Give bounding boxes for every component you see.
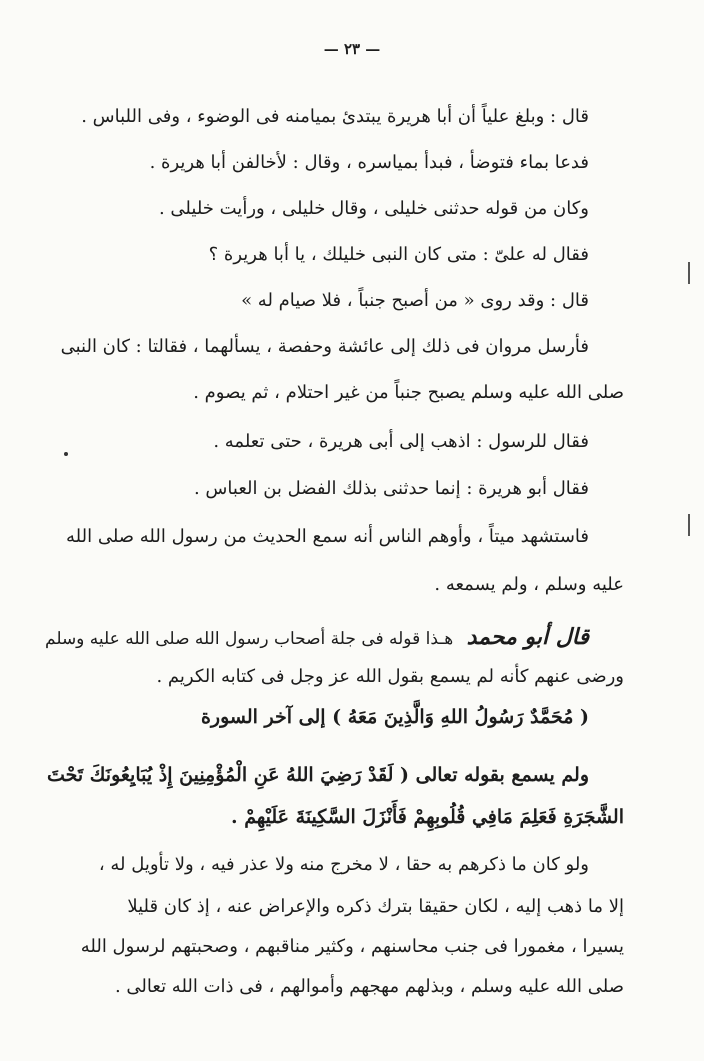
- margin-mark: [688, 514, 690, 536]
- heading-text: هـذا قوله فى جلة أصحاب رسول الله صلى الله عليه وسلم: [45, 629, 454, 649]
- heading-lead: قال أبو محمد: [466, 624, 589, 650]
- text-line: يسيرا ، مغمورا فى جنب محاسنهم ، وكثير مناقبهم ، وصحبتهم لرسول الله: [80, 936, 624, 957]
- text-line: إلا ما ذهب إليه ، لكان حقيقا بترك ذكره والإعراض عنه ، إذ كان قليلا: [127, 896, 624, 917]
- text-line: قال : وبلغ علياً أن أبا هريرة يبتدئ بميامنه فى الوضوء ، وفى اللباس .: [81, 106, 589, 127]
- quran-verse-line: ولم يسمع بقوله تعالى ( لَقَدْ رَضِيَ اللهُ عَنِ الْمُؤْمِنِينَ إِذْ يُبَايِعُونَكَ تَحْتَ: [46, 764, 589, 786]
- text-line: فاستشهد ميتاً ، وأوهم الناس أنه سمع الحديث من رسول الله صلى الله: [66, 526, 589, 547]
- quran-verse-line: ( مُحَمَّدٌ رَسُولُ اللهِ وَالَّذِينَ مَعَهُ ) إلى آخر السورة: [200, 706, 589, 728]
- text-line: صلى الله عليه وسلم يصبح جنباً من غير احتلام ، ثم يصوم .: [193, 382, 624, 403]
- page-number: — ٢٣ —: [323, 40, 381, 58]
- text-line: فقال له علىّ : متى كان النبى خليلك ، يا أبا هريرة ؟: [208, 244, 589, 265]
- paragraph-heading-line: [45, 624, 589, 652]
- text-line: ورضى عنهم كأنه لم يسمع بقول الله عز وجل فى كتابه الكريم .: [156, 666, 624, 687]
- text-line: قال : وقد روى « من أصبح جنباً ، فلا صيام له »: [241, 290, 589, 311]
- text-line: ولو كان ما ذكرهم به حقا ، لا مخرج منه ولا عذر فيه ، ولا تأويل له ،: [98, 854, 589, 875]
- text-line: فأرسل مروان فى ذلك إلى عائشة وحفصة ، يسألهما ، فقالتا : كان النبى: [60, 336, 589, 357]
- text-line: عليه وسلم ، ولم يسمعه .: [434, 574, 624, 595]
- ink-speck: [64, 452, 68, 456]
- text-line: صلى الله عليه وسلم ، وبذلهم مهجهم وأموالهم ، فى ذات الله تعالى .: [114, 976, 624, 997]
- quran-verse-line: الشَّجَرَةِ فَعَلِمَ مَافِي قُلُوبِهِمْ فَأَنْزَلَ السَّكِينَةَ عَلَيْهِمْ .: [231, 806, 624, 828]
- text-line: وكان من قوله حدثنى خليلى ، وقال خليلى ، ورأيت خليلى .: [158, 198, 589, 219]
- text-line: فقال للرسول : اذهب إلى أبى هريرة ، حتى تعلمه .: [213, 431, 589, 452]
- text-line: فدعا بماء فتوضأ ، فبدأ بمياسره ، وقال : لأخالفن أبا هريرة .: [149, 152, 589, 173]
- text-line: فقال أبو هريرة : إنما حدثنى بذلك الفضل بن العباس .: [193, 478, 589, 499]
- margin-mark: [688, 262, 690, 284]
